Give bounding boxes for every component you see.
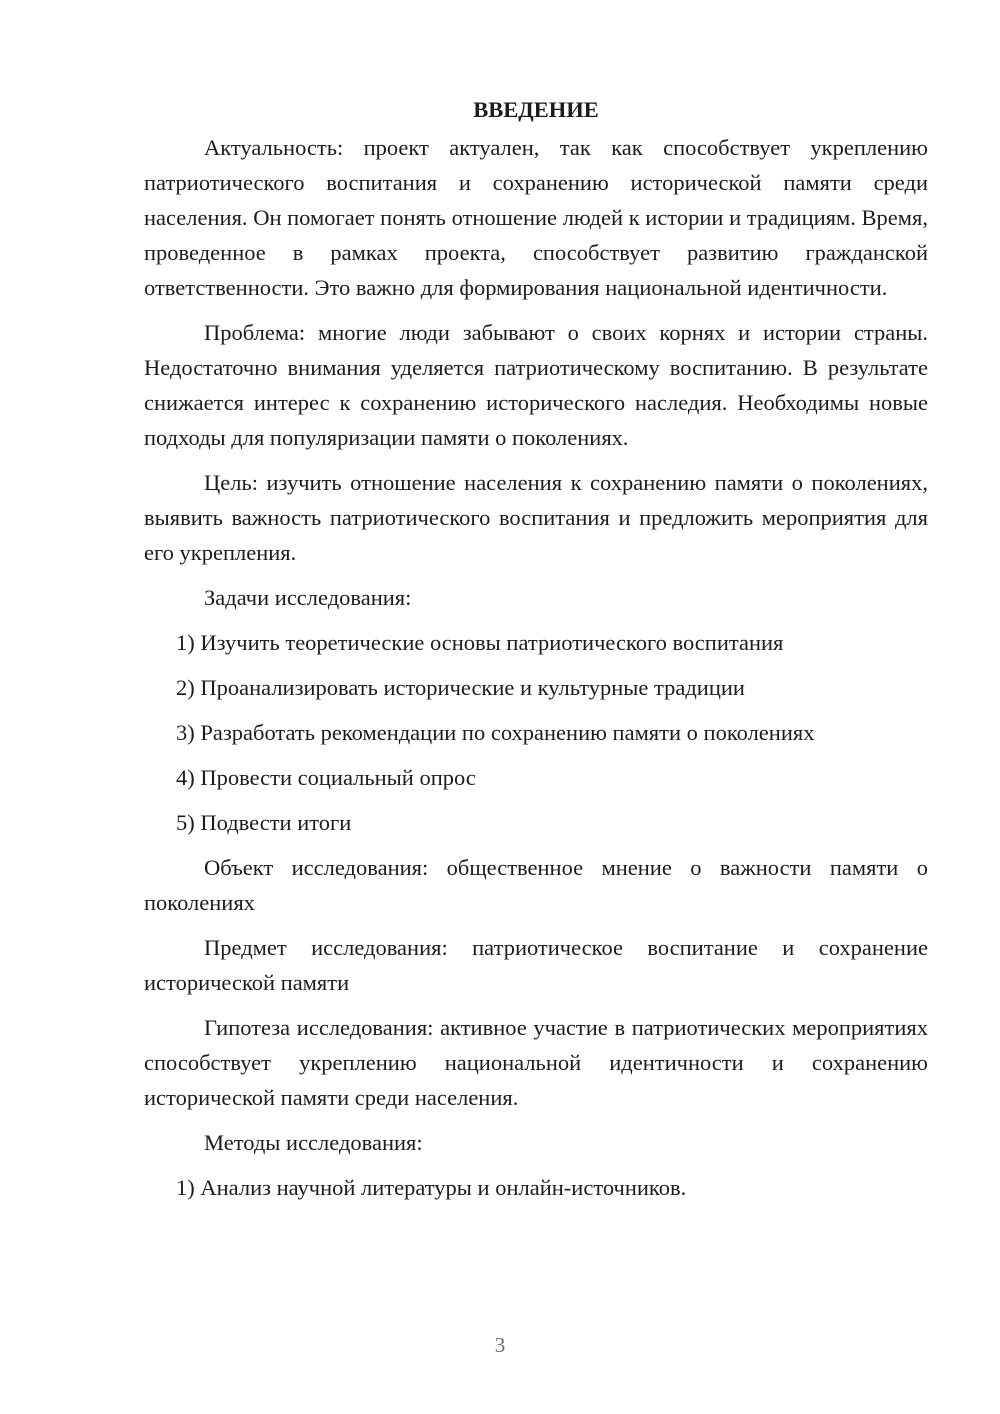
goal-paragraph: Цель: изучить отношение населения к сохранению памяти о поколениях, выявить важность патриотического воспитания и предложить мероприятия для его укрепления.: [144, 470, 928, 565]
object-paragraph: Объект исследования: общественное мнение о важности памяти о поколениях: [144, 855, 928, 915]
tasks-heading: Задачи исследования:: [204, 585, 412, 610]
methods-heading: Методы исследования:: [204, 1130, 423, 1155]
problem-paragraph: Проблема: многие люди забывают о своих корнях и истории страны. Недостаточно внимания уделяется патриотическому воспитанию. В результате снижается интерес к сохранению исторического наследия. Необходимы новые подходы для популяризации памяти о поколениях.: [144, 320, 928, 450]
document-page: [144, 92, 928, 1215]
task-item: 3) Разработать рекомендации по сохранению памяти о поколениях: [176, 720, 815, 745]
task-item: 1) Изучить теоретические основы патриотического воспитания: [176, 630, 784, 655]
task-item: 4) Провести социальный опрос: [176, 765, 476, 790]
task-item: 2) Проанализировать исторические и культурные традиции: [176, 675, 745, 700]
relevance-paragraph: Актуальность: проект актуален, так как способствует укреплению патриотического воспитания и сохранению исторической памяти среди населения. Он помогает понять отношение людей к истории и традициям. Время, проведенное в рамках проекта, способствует развитию гражданской ответственности. Это важно для формирования национальной идентичности.: [144, 135, 928, 300]
section-title: ВВЕДЕНИЕ: [473, 97, 599, 122]
hypothesis-paragraph: Гипотеза исследования: активное участие в патриотических мероприятиях способствует укреплению национальной идентичности и сохранению исторической памяти среди населения.: [144, 1015, 928, 1110]
page-number: 3: [494, 1333, 506, 1357]
subject-paragraph: Предмет исследования: патриотическое воспитание и сохранение исторической памяти: [144, 935, 928, 995]
method-item: 1) Анализ научной литературы и онлайн-источников.: [176, 1175, 687, 1200]
task-item: 5) Подвести итоги: [176, 810, 352, 835]
